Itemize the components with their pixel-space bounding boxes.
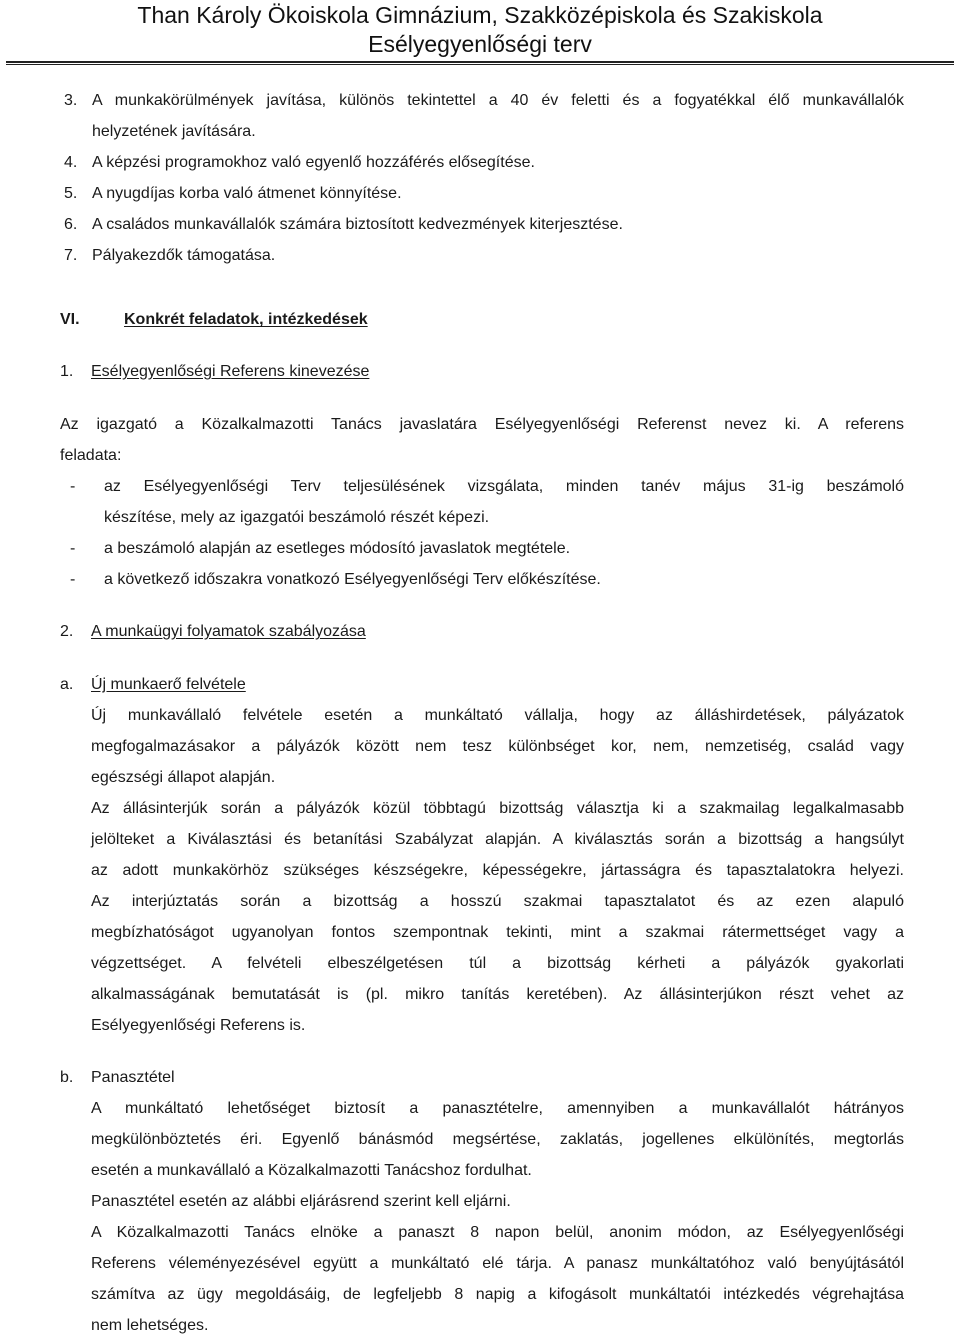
paragraph-line: alkalmasságának bemutatását is (pl. mikro tanítás keretében). Az állásinterjúkon részt vehet az [91,986,904,1003]
paragraph-line: végzettséget. A felvételi elbeszélgetésen túl a bizottság kérheti a pályázók gyakorlati [91,955,904,972]
list-item-text-continued: helyzetének javítására. [92,123,256,140]
page-header [0,0,960,66]
list-item-number: 5. [64,185,78,202]
subsection-title: A munkaügyi folyamatok szabályozása [91,623,366,640]
list-item-text: A családos munkavállalók számára biztosított kedvezmények kiterjesztése. [92,216,623,233]
section-number: VI. [60,311,80,328]
header-rule-thin [6,64,954,65]
bullet-dash: - [70,571,76,588]
paragraph-line: számítva az ügy megoldásáig, de legfeljebb 8 napig a kifogásolt munkáltatói intézkedés végrehajtása [91,1286,904,1303]
paragraph-line: megfogalmazásakor a pályázók között nem tesz különbséget kor, nem, nemzetiség, család vagy [91,738,904,755]
paragraph-line: Esélyegyenlőségi Referens is. [91,1017,306,1034]
bullet-text-continued: készítése, mely az igazgatói beszámoló részét képezi. [104,509,490,526]
paragraph-line: megkülönböztetés éri. Egyenlő bánásmód megsértése, zaklatás, jogellenes elkülönítés, megtorlás [91,1131,904,1148]
subsection-letter: a. [60,676,74,693]
list-item-number: 3. [64,92,78,109]
subsection-number: 1. [60,363,74,380]
paragraph-line: Az igazgató a Közalkalmazotti Tanács javaslatára Esélyegyenlőségi Referenst nevez ki. A referens [60,416,904,433]
header-rule-thick [6,61,954,63]
paragraph-line: Az állásinterjúk során a pályázók közül többtagú bizottság választja ki a szakmailag legalkalmasabb [91,800,904,817]
list-item-number: 6. [64,216,78,233]
bullet-dash: - [70,478,76,495]
list-item-text: A képzési programokhoz való egyenlő hozzáférés elősegítése. [92,154,535,171]
paragraph-line: nem lehetséges. [91,1317,209,1334]
list-item-number: 7. [64,247,78,264]
subsection-number: 2. [60,623,74,640]
bullet-text: a beszámoló alapján az esetleges módosító javaslatok megtétele. [104,540,571,557]
paragraph-line: esetén a munkavállaló a Közalkalmazotti Tanácshoz fordulhat. [91,1162,532,1179]
paragraph-line: Referens véleményezésével együtt a munkáltató elé tárja. A panasz munkáltatóhoz való benyújtásától [91,1255,904,1272]
subsection-title: Új munkaerő felvétele [91,676,246,693]
paragraph-line: megbízhatóságot ugyanolyan fontos szempontnak tekinti, mint a szakmai rátermettséget vagy a [91,924,904,941]
paragraph-line: egészségi állapot alapján. [91,769,276,786]
subsection-title: Panasztétel [91,1069,175,1086]
subsection-title: Esélyegyenlőségi Referens kinevezése [91,363,370,380]
list-item-text: A nyugdíjas korba való átmenet könnyítése. [92,185,402,202]
paragraph-line: feladata: [60,447,122,464]
bullet-text: a következő időszakra vonatkozó Esélyegyenlőségi Terv előkészítése. [104,571,601,588]
section-title: Konkrét feladatok, intézkedések [124,311,368,328]
bullet-text: az Esélyegyenlőségi Terv teljesülésének vizsgálata, minden tanév május 31-ig beszámoló [104,478,904,495]
paragraph-line: A munkáltató lehetőséget biztosít a panasztételre, amennyiben a munkavállalót hátrányos [91,1100,904,1117]
paragraph-line: A Közalkalmazotti Tanács elnöke a panaszt 8 napon belül, anonim módon, az Esélyegyenlőségi [91,1224,904,1241]
paragraph-line: az adott munkakörhöz szükséges készségekre, képességekre, jártasságra és tapasztalatokra helyezi. [91,862,904,879]
subsection-letter: b. [60,1069,74,1086]
header-school-name: Than Károly Ökoiskola Gimnázium, Szakközépiskola és Szakiskola [137,2,823,28]
paragraph-line: jelölteket a Kiválasztási és betanítási Szabályzat alapján. A kiválasztás során a bizottság a hangsúlyt [91,831,904,848]
paragraph-line: Új munkavállaló felvétele esetén a munkáltató vállalja, hogy az álláshirdetések, pályázatok [91,707,904,724]
list-item-number: 4. [64,154,78,171]
paragraph-line: Az interjúztatás során a bizottság a hosszú szakmai tapasztalatot és az ezen alapuló [91,893,904,910]
header-document-title: Esélyegyenlőségi terv [368,31,592,57]
list-item-text: A munkakörülmények javítása, különös tekintettel a 40 év feletti és a fogyatékkal élő munkavállalók [92,92,904,109]
bullet-dash: - [70,540,76,557]
list-item-text: Pályakezdők támogatása. [92,247,276,264]
paragraph-line: Panasztétel esetén az alábbi eljárásrend szerint kell eljárni. [91,1193,511,1210]
